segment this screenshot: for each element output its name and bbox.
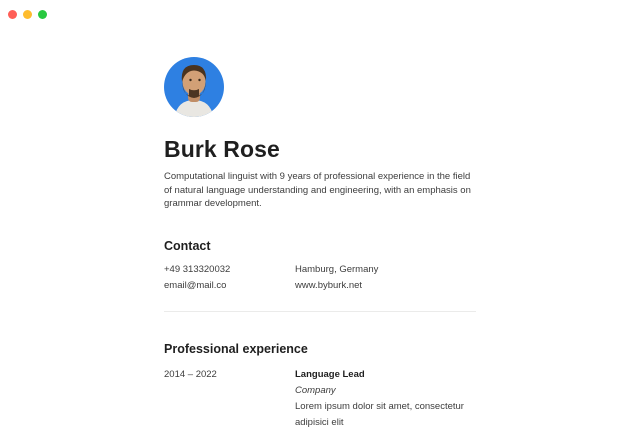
contact-phone: +49 313320032 <box>164 263 231 275</box>
contact-section-heading: Contact <box>164 238 211 253</box>
experience-description: Lorem ipsum dolor sit amet, consectetur adipisici elit <box>295 400 464 428</box>
avatar <box>164 57 224 117</box>
contact-website: www.byburk.net <box>295 279 363 291</box>
experience-entry <box>164 367 476 431</box>
experience-job-title: Language Lead <box>295 368 365 380</box>
contact-email: email@mail.co <box>164 279 227 291</box>
contact-grid <box>164 263 476 292</box>
resume-page <box>164 0 476 431</box>
section-divider <box>164 311 476 312</box>
experience-section-heading: Professional experience <box>164 341 308 356</box>
experience-details <box>295 367 476 431</box>
profile-photo-icon <box>164 57 224 117</box>
contact-location: Hamburg, Germany <box>295 263 379 275</box>
close-window-button[interactable] <box>8 10 17 19</box>
experience-company: Company <box>295 384 336 396</box>
profile-summary: Computational linguist with 9 years of professional experience in the field of natural language understanding and engineering, with an emphasis on grammar development. <box>164 171 471 209</box>
minimize-window-button[interactable] <box>23 10 32 19</box>
zoom-window-button[interactable] <box>38 10 47 19</box>
window-controls <box>8 10 47 19</box>
page-title: Burk Rose <box>164 136 280 162</box>
experience-period: 2014 – 2022 <box>164 368 217 380</box>
